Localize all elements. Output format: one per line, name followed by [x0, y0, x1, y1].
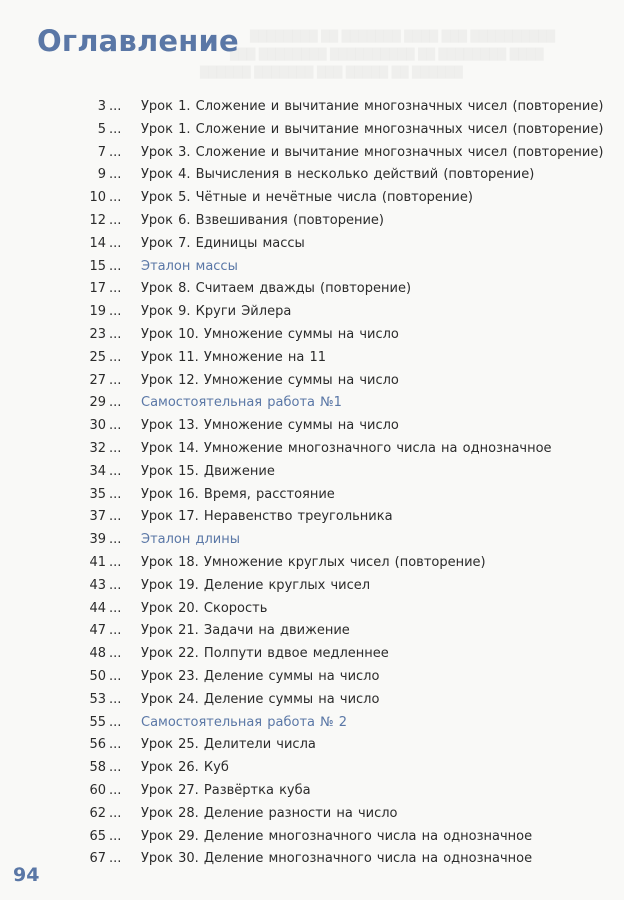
toc-entry-page-number: 5	[97, 121, 106, 137]
toc-entry-leader-dots: ...	[109, 395, 122, 411]
toc-entry-page-number: 53	[89, 691, 106, 707]
toc-entry-page-number: 34	[89, 463, 106, 479]
toc-entry-leader-dots: ...	[109, 782, 122, 798]
toc-entry-leader-dots: ...	[109, 577, 122, 593]
toc-entry[interactable]	[0, 848, 624, 871]
toc-entry-title: Урок 19. Деление круглых чисел	[141, 577, 371, 593]
toc-entry-page-number: 7	[97, 144, 106, 160]
toc-entry-title: Урок 10. Умножение суммы на число	[141, 326, 399, 342]
toc-entry-title: Урок 28. Деление разности на число	[141, 805, 398, 821]
toc-entry-title: Урок 17. Неравенство треугольника	[141, 509, 393, 525]
toc-entry-leader-dots: ...	[109, 212, 122, 228]
toc-entry-leader-dots: ...	[109, 532, 122, 548]
toc-entry-title: Урок 30. Деление многозначного числа на однозначное	[141, 851, 533, 867]
toc-entry-page-number: 32	[89, 440, 106, 456]
toc-entry[interactable]	[0, 96, 624, 119]
toc-entry-title: Урок 15. Движение	[141, 463, 275, 479]
toc-entry-title: Урок 20. Скорость	[141, 600, 268, 616]
toc-entry[interactable]	[0, 666, 624, 689]
toc-entry[interactable]	[0, 826, 624, 849]
toc-entry-leader-dots: ...	[109, 509, 122, 525]
toc-entry-page-number: 47	[89, 623, 106, 639]
toc-entry-page-number: 30	[89, 418, 106, 434]
toc-entry-page-number: 43	[89, 577, 106, 593]
toc-entry-leader-dots: ...	[109, 349, 122, 365]
toc-entry-page-number: 65	[89, 828, 106, 844]
toc-entry-page-number: 29	[89, 395, 106, 411]
toc-entry[interactable]	[0, 529, 624, 552]
toc-entry-title: Урок 16. Время, расстояние	[141, 486, 335, 502]
toc-entry-leader-dots: ...	[109, 281, 122, 297]
toc-entry-leader-dots: ...	[109, 805, 122, 821]
toc-entry-leader-dots: ...	[109, 326, 122, 342]
toc-entry-page-number: 14	[89, 235, 106, 251]
toc-entry[interactable]	[0, 233, 624, 256]
toc-entry-leader-dots: ...	[109, 737, 122, 753]
toc-entry[interactable]	[0, 187, 624, 210]
toc-entry-leader-dots: ...	[109, 121, 122, 137]
toc-entry-leader-dots: ...	[109, 486, 122, 502]
toc-entry[interactable]	[0, 164, 624, 187]
toc-entry-page-number: 37	[89, 509, 106, 525]
bleed-through-text: ████████ ██ ███████ ████ ███ ██████████	[250, 30, 556, 43]
toc-entry-leader-dots: ...	[109, 304, 122, 320]
toc-entry-leader-dots: ...	[109, 646, 122, 662]
toc-entry-title: Урок 9. Круги Эйлера	[141, 304, 292, 320]
toc-entry-page-number: 10	[89, 190, 106, 206]
toc-entry-page-number: 39	[89, 532, 106, 548]
toc-entry[interactable]	[0, 620, 624, 643]
toc-entry-title: Урок 21. Задачи на движение	[141, 623, 350, 639]
toc-entry[interactable]	[0, 780, 624, 803]
toc-entry-page-number: 55	[89, 714, 106, 730]
toc-entry-page-number: 35	[89, 486, 106, 502]
toc-entry[interactable]	[0, 301, 624, 324]
toc-entry-title: Урок 13. Умножение суммы на число	[141, 418, 399, 434]
toc-entry-title: Урок 26. Куб	[141, 760, 229, 776]
toc-entry-title: Урок 18. Умножение круглых чисел (повторение)	[141, 554, 486, 570]
toc-entry-leader-dots: ...	[109, 258, 122, 274]
toc-entry-leader-dots: ...	[109, 463, 122, 479]
toc-entry[interactable]	[0, 552, 624, 575]
toc-entry-title: Урок 4. Вычисления в несколько действий (повторение)	[141, 167, 535, 183]
toc-entry-title: Урок 7. Единицы массы	[141, 235, 305, 251]
toc-entry-title: Урок 24. Деление суммы на число	[141, 691, 380, 707]
toc-entry-title: Эталон массы	[141, 258, 238, 274]
toc-entry-title: Урок 29. Деление многозначного числа на однозначное	[141, 828, 533, 844]
toc-entry-page-number: 48	[89, 646, 106, 662]
toc-entry[interactable]	[0, 119, 624, 142]
toc-entry-title: Урок 27. Развёртка куба	[141, 782, 311, 798]
toc-entry-page-number: 44	[89, 600, 106, 616]
toc-entry-leader-dots: ...	[109, 714, 122, 730]
toc-entry[interactable]	[0, 484, 624, 507]
toc-entry-page-number: 23	[89, 326, 106, 342]
toc-entry-page-number: 50	[89, 668, 106, 684]
toc-entry[interactable]	[0, 803, 624, 826]
toc-entry-page-number: 9	[97, 167, 106, 183]
toc-entry-leader-dots: ...	[109, 828, 122, 844]
toc-entry-page-number: 60	[89, 782, 106, 798]
toc-entry-leader-dots: ...	[109, 851, 122, 867]
toc-entry[interactable]	[0, 392, 624, 415]
toc-entry-title: Урок 12. Умножение суммы на число	[141, 372, 399, 388]
toc-entry-title: Самостоятельная работа № 2	[141, 714, 348, 730]
toc-entry-title: Урок 25. Делители числа	[141, 737, 316, 753]
page-number: 94	[13, 864, 40, 886]
toc-entry-title: Урок 23. Деление суммы на число	[141, 668, 380, 684]
toc-entry-leader-dots: ...	[109, 167, 122, 183]
toc-entry-page-number: 3	[97, 99, 106, 114]
toc-entry-page-number: 12	[89, 212, 106, 228]
page-title: Оглавление	[37, 24, 239, 58]
toc-entry[interactable]	[0, 461, 624, 484]
toc-entry-leader-dots: ...	[109, 668, 122, 684]
toc-entry-leader-dots: ...	[109, 190, 122, 206]
toc-entry[interactable]	[0, 438, 624, 461]
toc-entry-title: Урок 1. Сложение и вычитание многозначных чисел (повторение)	[141, 121, 604, 137]
toc-entry-page-number: 17	[89, 281, 106, 297]
toc-entry-leader-dots: ...	[109, 760, 122, 776]
toc-entry-leader-dots: ...	[109, 691, 122, 707]
toc-entry-title: Урок 11. Умножение на 11	[141, 349, 327, 365]
toc-entry-leader-dots: ...	[109, 99, 122, 114]
toc-entry-page-number: 58	[89, 760, 106, 776]
toc-entry[interactable]	[0, 575, 624, 598]
toc-entry[interactable]	[0, 210, 624, 233]
toc-entry-page-number: 15	[89, 258, 106, 274]
toc-entry-page-number: 27	[89, 372, 106, 388]
toc-entry-leader-dots: ...	[109, 600, 122, 616]
toc-entry-page-number: 56	[89, 737, 106, 753]
toc-entry-leader-dots: ...	[109, 144, 122, 160]
toc-entry-title: Урок 5. Чётные и нечётные числа (повторение)	[141, 190, 473, 206]
toc-entry-leader-dots: ...	[109, 554, 122, 570]
toc-entry[interactable]	[0, 757, 624, 780]
toc-entry-title: Эталон длины	[141, 532, 241, 548]
toc-entry-page-number: 62	[89, 805, 106, 821]
bleed-through-text: ███ ████████ ██████████ ██ ████████ ████	[230, 48, 544, 61]
table-of-contents	[0, 96, 624, 871]
toc-entry-title: Урок 1. Сложение и вычитание многозначных чисел (повторение)	[141, 99, 604, 114]
bleed-through-text: ██████ ███████ ███ █████ ██ ██████	[200, 66, 463, 79]
toc-entry-page-number: 67	[89, 851, 106, 867]
toc-entry[interactable]	[0, 689, 624, 712]
toc-entry[interactable]	[0, 256, 624, 279]
toc-entry-leader-dots: ...	[109, 418, 122, 434]
toc-entry[interactable]	[0, 347, 624, 370]
toc-entry-title: Самостоятельная работа №1	[141, 395, 342, 411]
toc-entry[interactable]	[0, 324, 624, 347]
toc-entry-title: Урок 3. Сложение и вычитание многозначных чисел (повторение)	[141, 144, 604, 160]
toc-entry[interactable]	[0, 598, 624, 621]
toc-entry[interactable]	[0, 712, 624, 735]
toc-entry[interactable]	[0, 142, 624, 165]
toc-entry-page-number: 25	[89, 349, 106, 365]
toc-entry[interactable]	[0, 415, 624, 438]
toc-entry[interactable]	[0, 506, 624, 529]
toc-entry-title: Урок 14. Умножение многозначного числа на однозначное	[141, 440, 552, 456]
toc-entry-leader-dots: ...	[109, 440, 122, 456]
toc-entry-leader-dots: ...	[109, 235, 122, 251]
toc-entry-title: Урок 6. Взвешивания (повторение)	[141, 212, 384, 228]
toc-entry-page-number: 41	[89, 554, 106, 570]
toc-entry[interactable]	[0, 278, 624, 301]
toc-entry-title: Урок 8. Считаем дважды (повторение)	[141, 281, 412, 297]
toc-entry[interactable]	[0, 734, 624, 757]
toc-entry[interactable]	[0, 643, 624, 666]
toc-entry-page-number: 19	[89, 304, 106, 320]
toc-entry[interactable]	[0, 370, 624, 393]
toc-entry-leader-dots: ...	[109, 372, 122, 388]
toc-entry-leader-dots: ...	[109, 623, 122, 639]
toc-entry-title: Урок 22. Полпути вдвое медленнее	[141, 646, 389, 662]
